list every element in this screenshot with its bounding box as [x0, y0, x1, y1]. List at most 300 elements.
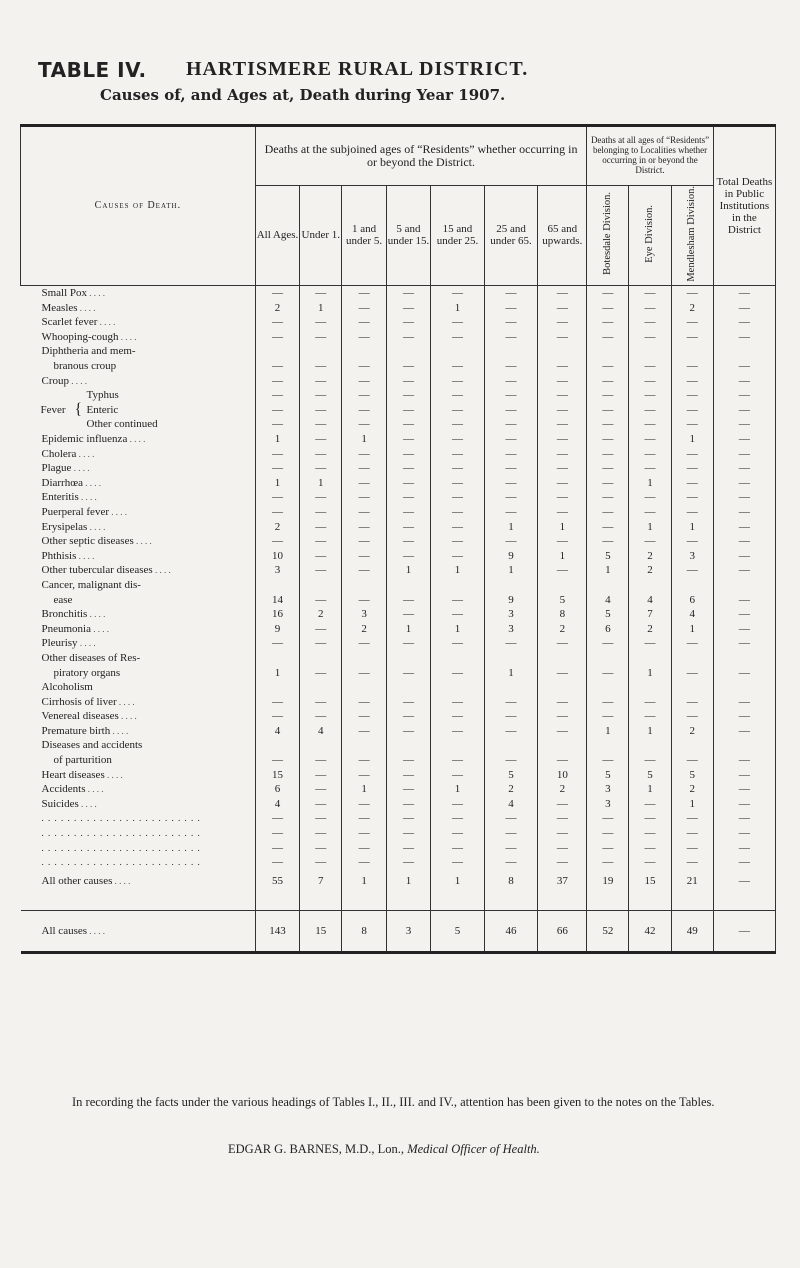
value-cell: —	[431, 592, 485, 607]
value-cell: 1	[431, 300, 485, 315]
value-cell	[386, 680, 430, 695]
value-cell: —	[431, 665, 485, 680]
value-cell: —	[255, 446, 299, 461]
value-cell: 2	[342, 621, 386, 636]
cause-label: Suicides	[41, 797, 79, 810]
value-cell: —	[484, 505, 538, 520]
value-cell: —	[587, 534, 629, 549]
dotted-leader: . . . . . . . . . . . . . . . . . . . . . . . . .	[41, 842, 201, 853]
value-cell: —	[713, 285, 775, 300]
value-cell: —	[386, 840, 430, 855]
value-cell: —	[255, 811, 299, 826]
value-cell: —	[713, 826, 775, 841]
value-cell: —	[255, 840, 299, 855]
value-cell: —	[342, 403, 386, 418]
value-cell: —	[386, 811, 430, 826]
table-row	[21, 359, 776, 374]
value-cell	[300, 680, 342, 695]
value-cell: —	[713, 519, 775, 534]
value-cell: —	[629, 826, 671, 841]
cause-cell	[21, 315, 256, 330]
value-cell: —	[342, 767, 386, 782]
value-cell: 3	[484, 621, 538, 636]
value-cell: —	[255, 359, 299, 374]
value-cell: —	[300, 403, 342, 418]
table-row	[21, 475, 776, 490]
value-cell: —	[255, 826, 299, 841]
value-cell: —	[538, 403, 587, 418]
value-cell: —	[431, 373, 485, 388]
dot-leader: . . . .	[109, 506, 127, 517]
value-cell: —	[255, 461, 299, 476]
value-cell: —	[713, 592, 775, 607]
value-cell: —	[671, 330, 713, 345]
value-cell: —	[431, 753, 485, 768]
cause-label: All other causes	[41, 874, 113, 887]
value-cell: 1	[629, 665, 671, 680]
value-cell: —	[629, 709, 671, 724]
value-cell: —	[484, 636, 538, 651]
cause-cell	[21, 519, 256, 534]
value-cell: 19	[587, 870, 629, 892]
cause-label: Pneumonia	[41, 622, 91, 635]
value-cell: 5	[671, 767, 713, 782]
value-cell: —	[484, 855, 538, 870]
dot-leader: . . . .	[78, 492, 97, 503]
cause-label: Premature birth	[41, 724, 111, 737]
cause-cell	[21, 359, 256, 374]
value-cell: —	[386, 403, 430, 418]
cause-cell	[21, 505, 256, 520]
dot-leader: . . . .	[118, 331, 137, 342]
value-cell: —	[713, 475, 775, 490]
value-cell	[587, 651, 629, 666]
value-cell: 3	[587, 782, 629, 797]
spacer-cell	[484, 892, 538, 911]
value-cell: —	[671, 417, 713, 432]
table-row	[21, 607, 776, 622]
value-cell	[671, 344, 713, 359]
table-row	[21, 621, 776, 636]
value-cell: 7	[300, 870, 342, 892]
value-cell: —	[431, 724, 485, 739]
value-cell: —	[342, 300, 386, 315]
cause-label: Measles	[41, 301, 78, 314]
value-cell: —	[587, 300, 629, 315]
value-cell: —	[671, 490, 713, 505]
value-cell: —	[431, 403, 485, 418]
cause-cell	[21, 344, 256, 359]
value-cell: —	[538, 461, 587, 476]
value-cell: 2	[671, 724, 713, 739]
value-cell: —	[671, 403, 713, 418]
cause-cell	[21, 563, 256, 578]
cause-cell	[21, 432, 256, 447]
cause-cell	[21, 592, 256, 607]
value-cell: —	[300, 753, 342, 768]
value-cell: —	[538, 315, 587, 330]
table-row	[21, 738, 776, 753]
table-row	[21, 709, 776, 724]
value-cell: 2	[629, 548, 671, 563]
value-cell: —	[713, 782, 775, 797]
cause-label: Enteritis	[41, 491, 79, 504]
cause-cell	[21, 651, 256, 666]
value-cell: —	[538, 300, 587, 315]
cause-cell	[21, 797, 256, 812]
value-cell: —	[713, 548, 775, 563]
value-cell: —	[431, 709, 485, 724]
value-cell: 6	[255, 782, 299, 797]
value-cell: —	[538, 490, 587, 505]
value-cell	[484, 680, 538, 695]
value-cell: —	[431, 432, 485, 447]
table-row	[21, 373, 776, 388]
value-cell: 2	[484, 782, 538, 797]
value-cell: —	[629, 446, 671, 461]
value-cell: —	[629, 417, 671, 432]
cause-cell	[21, 724, 256, 739]
value-cell: —	[484, 300, 538, 315]
value-cell: —	[484, 724, 538, 739]
value-cell: 42	[629, 910, 671, 952]
value-cell	[713, 344, 775, 359]
value-cell: —	[629, 490, 671, 505]
value-cell: 1	[342, 870, 386, 892]
dot-leader: . . . .	[127, 434, 146, 444]
value-cell: —	[713, 855, 775, 870]
value-cell: —	[587, 432, 629, 447]
dot-leader: . . . .	[133, 536, 152, 547]
value-cell	[538, 738, 587, 753]
value-cell: —	[713, 446, 775, 461]
value-cell: —	[538, 724, 587, 739]
value-cell: —	[713, 373, 775, 388]
value-cell: —	[484, 446, 538, 461]
value-cell: 37	[538, 870, 587, 892]
value-cell: 4	[300, 724, 342, 739]
value-cell: —	[713, 767, 775, 782]
value-cell: 3	[255, 563, 299, 578]
value-cell	[484, 651, 538, 666]
value-cell: —	[629, 359, 671, 374]
cause-label: Epidemic influenza	[41, 433, 128, 445]
value-cell: —	[713, 607, 775, 622]
value-cell: 1	[386, 563, 430, 578]
value-cell: —	[255, 285, 299, 300]
spacer-cell	[21, 892, 256, 911]
value-cell: —	[629, 330, 671, 345]
dotted-leader: . . . . . . . . . . . . . . . . . . . . . . . . .	[41, 828, 201, 839]
value-cell: 16	[255, 607, 299, 622]
value-cell: —	[587, 855, 629, 870]
value-cell: —	[431, 519, 485, 534]
dot-leader: . . . .	[110, 725, 129, 736]
value-cell: —	[671, 811, 713, 826]
value-cell: —	[629, 840, 671, 855]
cause-cell	[21, 446, 256, 461]
district-title: HARTISMERE RURAL DISTRICT.	[186, 58, 529, 80]
value-cell: —	[587, 373, 629, 388]
value-cell	[713, 651, 775, 666]
value-cell: —	[671, 694, 713, 709]
dot-leader: . . . .	[118, 711, 137, 722]
value-cell: —	[300, 461, 342, 476]
value-cell: —	[386, 300, 430, 315]
value-cell: —	[386, 782, 430, 797]
value-cell: —	[713, 753, 775, 768]
value-cell	[671, 680, 713, 695]
value-cell: —	[538, 709, 587, 724]
cause-label: Enteric	[86, 403, 119, 416]
value-cell: —	[300, 797, 342, 812]
cause-cell	[21, 665, 256, 680]
value-cell: —	[713, 534, 775, 549]
value-cell: 1	[255, 432, 299, 447]
value-cell: 143	[255, 910, 299, 952]
value-cell: —	[431, 505, 485, 520]
value-cell: —	[342, 636, 386, 651]
value-cell: —	[671, 475, 713, 490]
value-cell: —	[342, 388, 386, 403]
value-cell: —	[300, 359, 342, 374]
value-cell: —	[713, 359, 775, 374]
table-row	[21, 330, 776, 345]
value-cell: —	[300, 709, 342, 724]
value-cell: 1	[671, 797, 713, 812]
value-cell: —	[587, 330, 629, 345]
value-cell: 3	[386, 910, 430, 952]
value-cell	[300, 738, 342, 753]
spacer-cell	[255, 892, 299, 911]
cause-label: Croup	[41, 374, 69, 387]
value-cell: —	[431, 548, 485, 563]
value-cell: 55	[255, 870, 299, 892]
spacer-cell	[300, 892, 342, 911]
value-cell: —	[538, 330, 587, 345]
value-cell: —	[431, 811, 485, 826]
value-cell	[300, 651, 342, 666]
cause-label: Cancer, malignant dis-	[41, 578, 141, 591]
cause-label: Diseases and accidents	[41, 739, 143, 752]
signature-title: Medical Officer of Health.	[407, 1142, 540, 1156]
value-cell: 5	[587, 607, 629, 622]
value-cell: —	[484, 432, 538, 447]
value-cell: —	[587, 840, 629, 855]
value-cell: —	[386, 636, 430, 651]
value-cell: —	[538, 432, 587, 447]
table-row	[21, 403, 776, 418]
value-cell: —	[587, 519, 629, 534]
value-cell: 7	[629, 607, 671, 622]
cause-cell	[21, 578, 256, 593]
table-row	[21, 753, 776, 768]
value-cell: —	[386, 490, 430, 505]
value-cell: 10	[255, 548, 299, 563]
value-cell: —	[342, 724, 386, 739]
value-cell: —	[538, 373, 587, 388]
value-cell: —	[431, 490, 485, 505]
value-cell: 2	[255, 519, 299, 534]
value-cell: —	[587, 490, 629, 505]
value-cell	[671, 651, 713, 666]
value-cell: —	[300, 767, 342, 782]
value-cell: —	[484, 285, 538, 300]
value-cell: 9	[484, 592, 538, 607]
value-cell: —	[629, 373, 671, 388]
value-cell: 3	[342, 607, 386, 622]
value-cell: —	[386, 753, 430, 768]
value-cell	[713, 738, 775, 753]
value-cell: —	[629, 636, 671, 651]
age-column-header: 5 and under 15.	[386, 186, 430, 286]
value-cell: —	[386, 432, 430, 447]
value-cell: 49	[671, 910, 713, 952]
value-cell: —	[587, 417, 629, 432]
value-cell: 1	[386, 870, 430, 892]
value-cell: —	[538, 826, 587, 841]
value-cell: 1	[300, 475, 342, 490]
value-cell: —	[587, 461, 629, 476]
value-cell: —	[538, 811, 587, 826]
value-cell: 2	[671, 300, 713, 315]
value-cell: —	[538, 797, 587, 812]
spacer-cell	[713, 892, 775, 911]
value-cell: —	[300, 826, 342, 841]
value-cell: —	[300, 417, 342, 432]
table-row	[21, 388, 776, 403]
cause-label: Other continued	[86, 418, 158, 431]
spacer-cell	[342, 892, 386, 911]
value-cell: 5	[484, 767, 538, 782]
value-cell: —	[342, 709, 386, 724]
value-cell: 46	[484, 910, 538, 952]
value-cell: —	[342, 285, 386, 300]
value-cell: —	[300, 563, 342, 578]
value-cell: 2	[300, 607, 342, 622]
footer-note: In recording the facts under the various headings of Tables I., II., III. and IV., attention has been given to the notes on the Tables.	[72, 1095, 715, 1109]
table-row	[21, 446, 776, 461]
cause-cell	[21, 534, 256, 549]
value-cell: 52	[587, 910, 629, 952]
dot-leader: . . . .	[87, 609, 106, 620]
value-cell	[484, 344, 538, 359]
value-cell: 4	[255, 797, 299, 812]
value-cell: —	[342, 592, 386, 607]
value-cell: 2	[671, 782, 713, 797]
value-cell	[386, 578, 430, 593]
value-cell: —	[587, 694, 629, 709]
cause-label: Bronchitis	[41, 608, 88, 621]
dot-leader: . . . .	[112, 875, 131, 886]
value-cell: —	[342, 417, 386, 432]
table-row	[21, 840, 776, 855]
value-cell: —	[587, 403, 629, 418]
table-row	[21, 315, 776, 330]
cause-label: Cholera	[41, 447, 77, 460]
cause-label: ease	[53, 593, 73, 606]
value-cell: —	[431, 797, 485, 812]
value-cell: —	[342, 475, 386, 490]
value-cell	[255, 344, 299, 359]
value-cell: 6	[587, 621, 629, 636]
value-cell: 2	[629, 563, 671, 578]
value-cell: —	[629, 694, 671, 709]
value-cell: —	[587, 475, 629, 490]
value-cell: —	[386, 359, 430, 374]
value-cell	[629, 680, 671, 695]
value-cell: —	[713, 432, 775, 447]
dot-leader: . . . .	[152, 565, 171, 576]
table-row	[21, 432, 776, 447]
value-cell: 1	[629, 724, 671, 739]
value-cell: —	[342, 534, 386, 549]
value-cell: 1	[431, 563, 485, 578]
value-cell	[386, 651, 430, 666]
value-cell: 3	[484, 607, 538, 622]
value-cell: 2	[629, 621, 671, 636]
value-cell: —	[300, 490, 342, 505]
cause-cell	[21, 373, 256, 388]
value-cell: —	[713, 665, 775, 680]
value-cell: —	[255, 490, 299, 505]
value-cell: —	[538, 694, 587, 709]
value-cell: —	[300, 592, 342, 607]
value-cell: —	[587, 753, 629, 768]
table-row	[21, 680, 776, 695]
value-cell: —	[713, 300, 775, 315]
cause-label: Pleurisy	[41, 637, 78, 650]
value-cell: —	[713, 330, 775, 345]
cause-cell	[21, 607, 256, 622]
value-cell: 1	[671, 621, 713, 636]
table-row	[21, 490, 776, 505]
value-cell: —	[629, 315, 671, 330]
value-cell: —	[255, 636, 299, 651]
cause-label: branous croup	[53, 360, 117, 373]
value-cell: —	[342, 797, 386, 812]
value-cell: —	[255, 417, 299, 432]
value-cell: —	[538, 475, 587, 490]
value-cell: —	[386, 519, 430, 534]
value-cell: —	[587, 665, 629, 680]
dot-leader: . . . .	[77, 302, 96, 313]
cause-cell	[21, 709, 256, 724]
value-cell: —	[484, 315, 538, 330]
value-cell: —	[671, 315, 713, 330]
value-cell: —	[671, 709, 713, 724]
cause-label: Other diseases of Res-	[41, 651, 141, 664]
value-cell: 5	[587, 548, 629, 563]
value-cell: —	[713, 505, 775, 520]
value-cell: —	[386, 855, 430, 870]
value-cell: —	[431, 461, 485, 476]
value-cell	[587, 344, 629, 359]
value-cell: —	[431, 840, 485, 855]
value-cell: —	[629, 461, 671, 476]
value-cell: —	[671, 826, 713, 841]
cause-cell	[21, 490, 256, 505]
value-cell: —	[386, 461, 430, 476]
locality-column-header	[587, 186, 629, 286]
value-cell: —	[713, 563, 775, 578]
value-cell: —	[713, 811, 775, 826]
value-cell	[300, 578, 342, 593]
value-cell: —	[431, 446, 485, 461]
value-cell: 66	[538, 910, 587, 952]
value-cell	[538, 680, 587, 695]
value-cell: —	[386, 373, 430, 388]
